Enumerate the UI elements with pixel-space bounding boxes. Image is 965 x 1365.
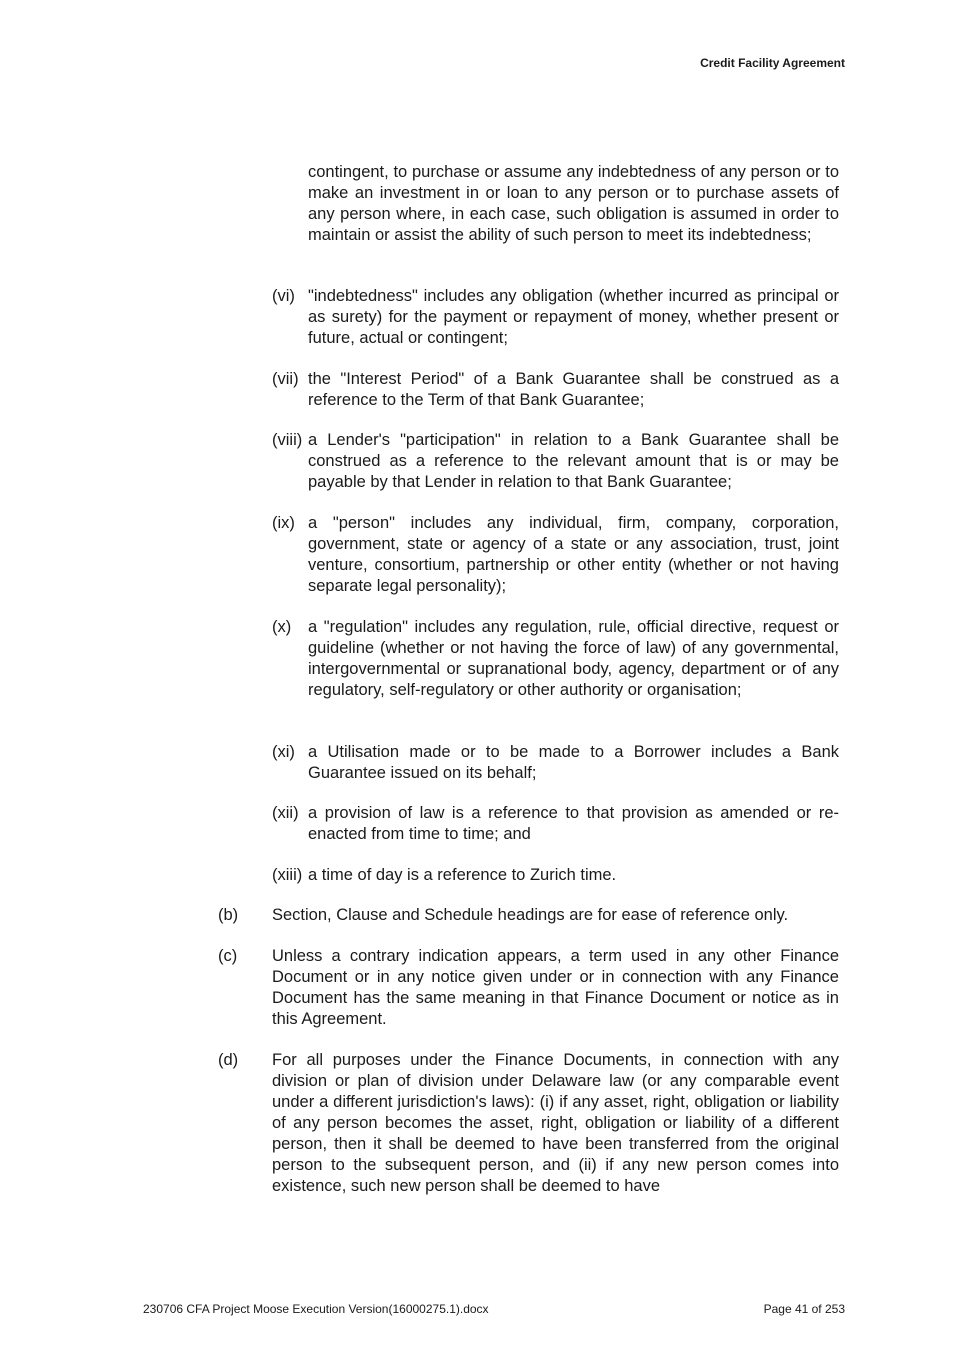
subclause-label: (d) <box>218 1051 239 1069</box>
list-item-text: a provision of law is a reference to that provision as amended or re-enacted from time to time; and <box>308 804 839 843</box>
document-header-title: Credit Facility Agreement <box>700 56 845 70</box>
list-item-text: a time of day is a reference to Zurich time. <box>308 866 617 884</box>
subclause-b <box>218 905 839 926</box>
subclause-text: For all purposes under the Finance Documents, in connection with any division or plan of division under Delaware law (or any comparable event under a different jurisdiction's laws): (i) if any asset, right, obligation or liability of any person becomes the asset, right, obligation or liability of a different person, then it shall be deemed to have been transferred from the original person to the subsequent person, and (ii) if any new person comes into existence, such new person shall be deemed to have <box>272 1051 839 1195</box>
list-item-label: (xiii) <box>272 866 303 884</box>
list-item-text: a Lender's "participation" in relation to a Bank Guarantee shall be construed as a reference to the relevant amount that is or may be payable by that Lender in relation to that Bank Guarantee; <box>308 431 839 491</box>
list-item-label: (xii) <box>272 804 299 822</box>
list-item-label: (xi) <box>272 743 295 761</box>
list-item-vi <box>272 286 839 349</box>
list-item-vii <box>272 369 839 411</box>
list-item-text: the "Interest Period" of a Bank Guarantee shall be construed as a reference to the Term of that Bank Guarantee; <box>308 370 839 409</box>
list-item-text: "indebtedness" includes any obligation (whether incurred as principal or as surety) for the payment or repayment of money, whether present or future, actual or contingent; <box>308 287 839 347</box>
footer-page-number: Page 41 of 253 <box>763 1302 845 1316</box>
subclause-label: (b) <box>218 906 239 924</box>
list-item-text: a Utilisation made or to be made to a Borrower includes a Bank Guarantee issued on its behalf; <box>308 743 839 782</box>
list-item-text: a "person" includes any individual, firm, company, corporation, government, state or agency of a state or any association, trust, joint venture, consortium, partnership or other entity (whether or not having separate legal personality); <box>308 514 839 595</box>
list-item-xi <box>272 742 839 784</box>
list-item-label: (vii) <box>272 370 299 388</box>
list-item-ix <box>272 513 839 597</box>
list-item-label: (vi) <box>272 287 295 305</box>
list-item-label: (ix) <box>272 514 295 532</box>
list-item-label: (viii) <box>272 431 303 449</box>
footer-filename: 230706 CFA Project Moose Execution Version(16000275.1).docx <box>143 1302 489 1316</box>
subclause-d <box>218 1050 839 1197</box>
list-item-xiii <box>272 865 839 886</box>
subclause-text: Section, Clause and Schedule headings are for ease of reference only. <box>272 906 789 924</box>
subclause-c <box>218 946 839 1030</box>
list-item-text: a "regulation" includes any regulation, rule, official directive, request or guideline (whether or not having the force of law) of any governmental, intergovernmental or supranational body, agency, department or of any regulatory, self-regulatory or other authority or organisation; <box>308 618 839 699</box>
subclause-label: (c) <box>218 947 238 965</box>
subclause-text: Unless a contrary indication appears, a term used in any other Finance Document or in any notice given under or in connection with any Finance Document has the same meaning in that Finance Document or notice as in this Agreement. <box>272 947 839 1028</box>
list-item-label: (x) <box>272 618 292 636</box>
continuation-paragraph: contingent, to purchase or assume any indebtedness of any person or to make an investment in or loan to any person or to purchase assets of any person where, in each case, such obligation is assumed in order to maintain or assist the ability of such person to meet its indebtedness; <box>308 163 839 244</box>
list-item-x <box>272 617 839 701</box>
list-item-viii <box>272 430 839 493</box>
list-item-xii <box>272 803 839 845</box>
